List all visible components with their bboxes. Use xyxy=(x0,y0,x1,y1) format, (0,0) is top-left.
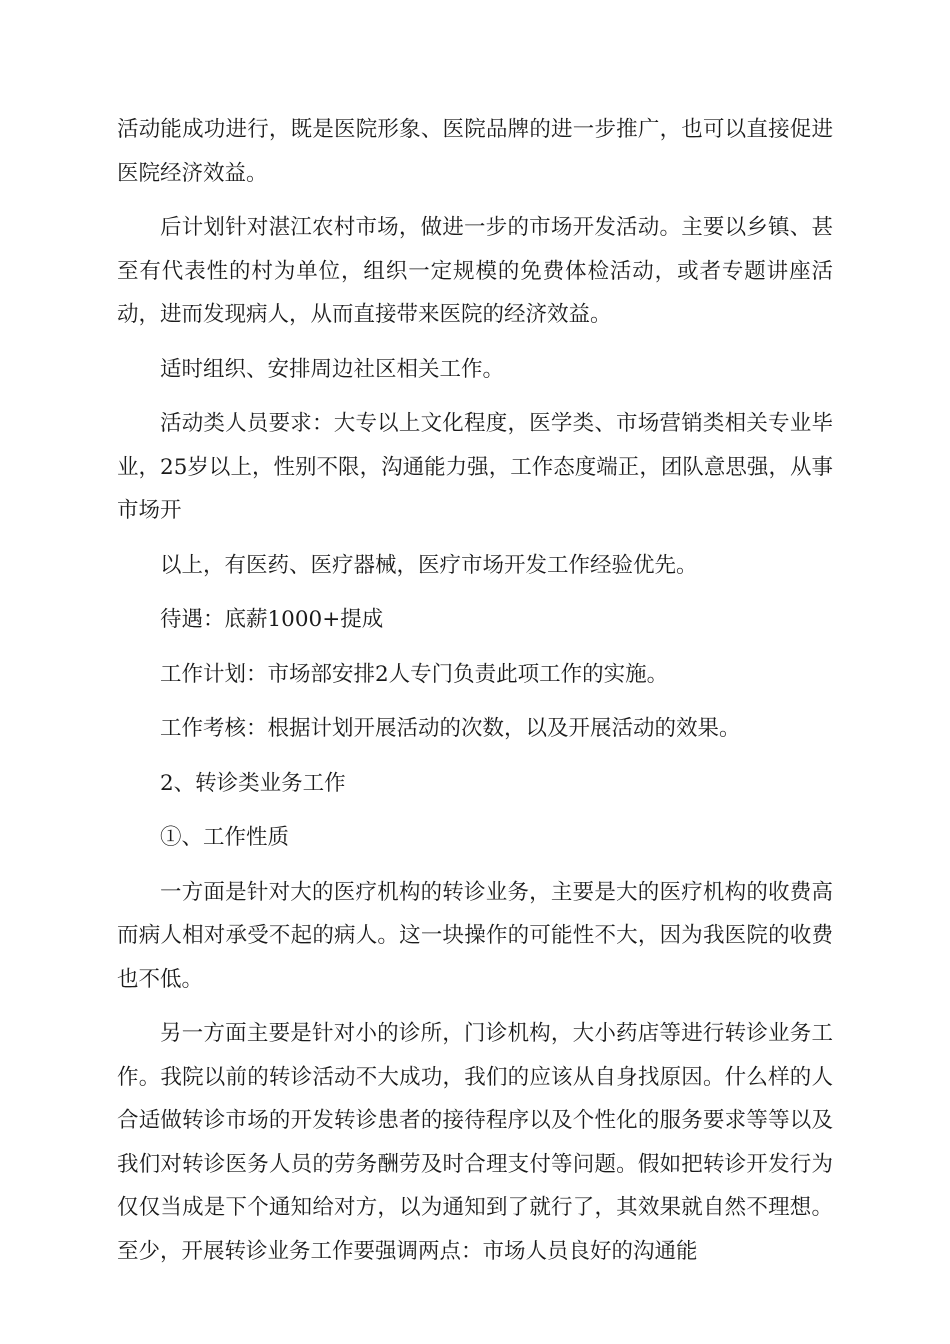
paragraph: 活动类人员要求：大专以上文化程度，医学类、市场营销类相关专业毕业，25岁以上，性别不限，沟通能力强，工作态度端正，团队意思强，从事市场开 xyxy=(117,411,833,523)
paragraph: 后计划针对湛江农村市场，做进一步的市场开发活动。主要以乡镇、甚至有代表性的村为单位，组织一定规模的免费体检活动，或者专题讲座活动，进而发现病人，从而直接带来医院的经济效益。 xyxy=(117,215,833,327)
paragraph: 工作考核：根据计划开展活动的次数，以及开展活动的效果。 xyxy=(160,716,741,741)
paragraph: 适时组织、安排周边社区相关工作。 xyxy=(160,356,505,382)
paragraph: 活动能成功进行，既是医院形象、医院品牌的进一步推广，也可以直接促进医院经济效益。 xyxy=(117,117,833,186)
paragraph: 以上，有医药、医疗器械，医疗市场开发工作经验优先。 xyxy=(160,552,698,578)
paragraph: 待遇：底薪1000+提成 xyxy=(160,607,384,632)
document-body xyxy=(117,108,833,1284)
section-heading: 2、转诊类业务工作 xyxy=(160,770,346,796)
paragraph: 一方面是针对大的医疗机构的转诊业务，主要是大的医疗机构的收费高而病人相对承受不起的病人。这一块操作的可能性不大，因为我医院的收费也不低。 xyxy=(117,879,833,992)
subsection-heading: ①、工作性质 xyxy=(160,825,290,850)
paragraph: 另一方面主要是针对小的诊所，门诊机构，大小药店等进行转诊业务工作。我院以前的转诊活动不大成功，我们的应该从自身找原因。什么样的人合适做转诊市场的开发转诊患者的接待程序以及个性化的服务要求等等以及我们对转诊医务人员的劳务酬劳及时合理支付等问题。假如把转诊开发行为仅仅当成是下个通知给对方，以为通知到了就行了，其效果就自然不理想。至少，开展转诊业务工作要强调两点：市场人员良好的沟通能 xyxy=(117,1021,833,1264)
paragraph: 工作计划：市场部安排2人专门负责此项工作的实施。 xyxy=(160,661,669,687)
